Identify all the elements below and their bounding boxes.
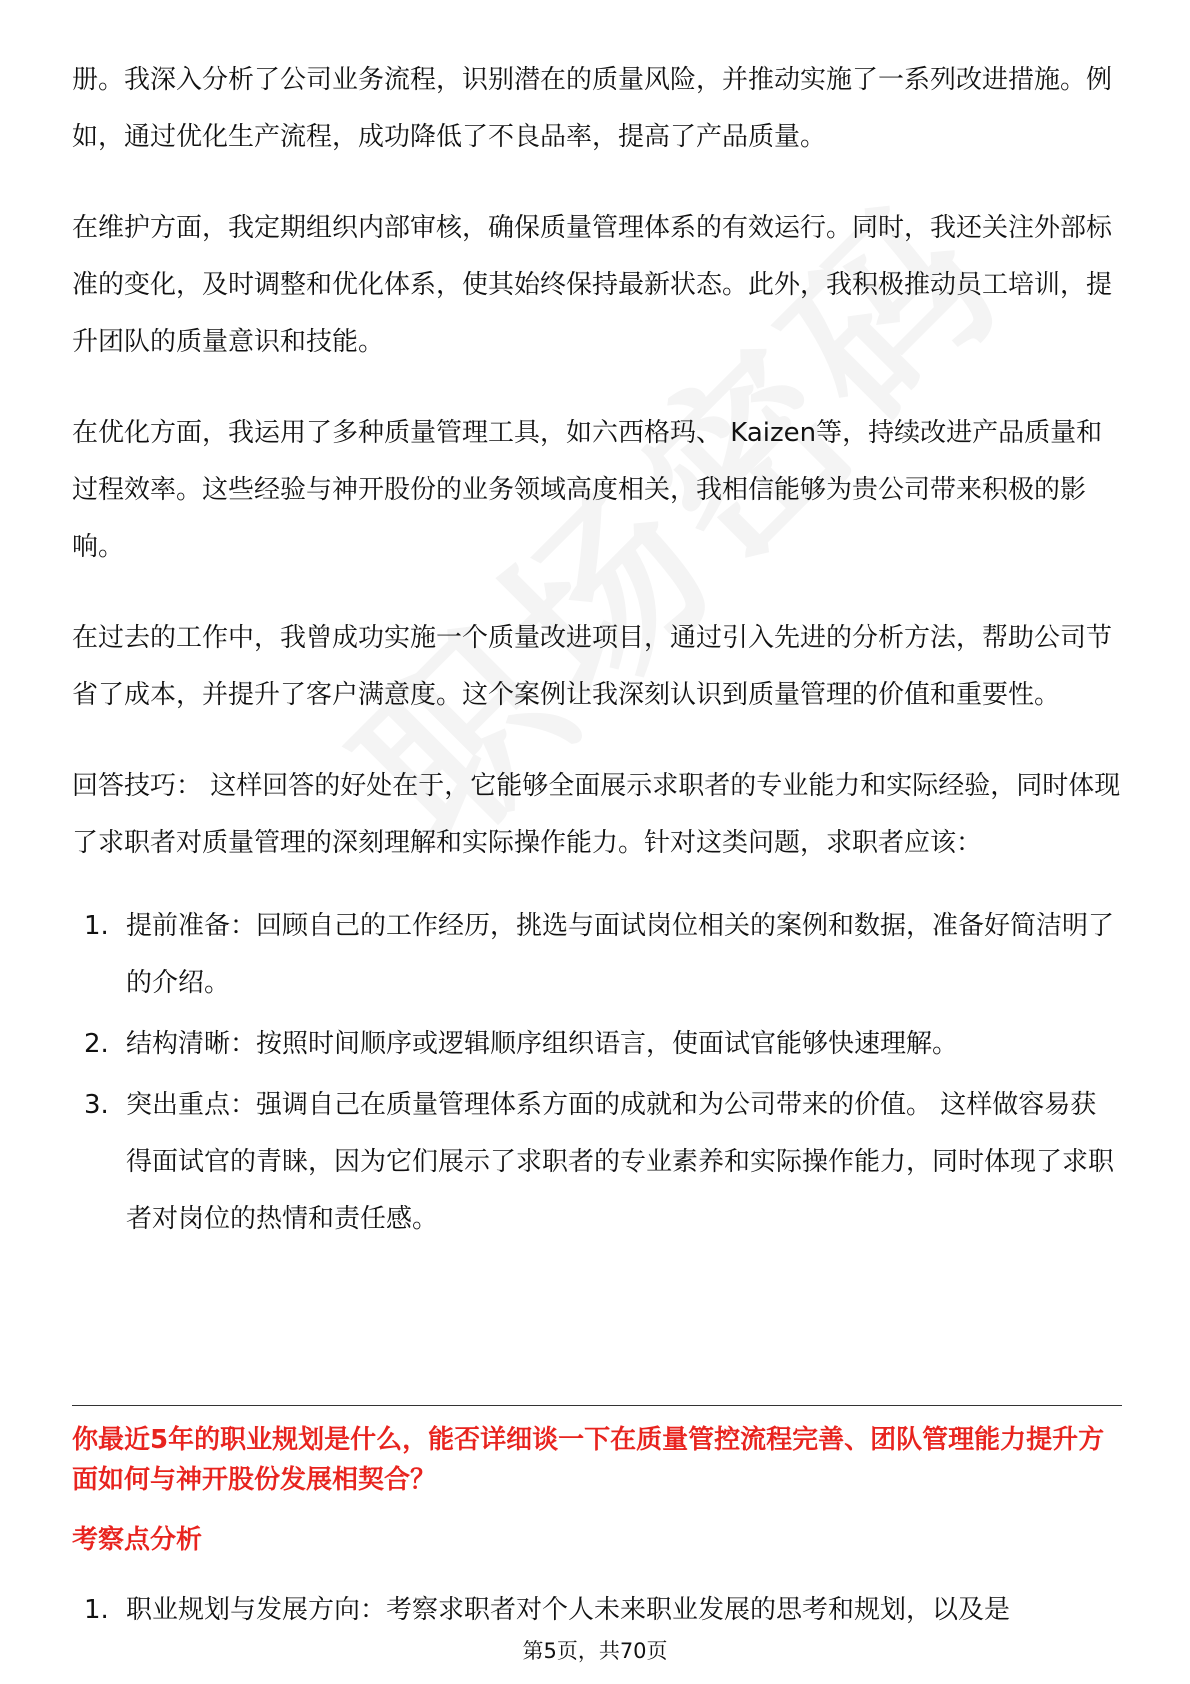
list-number: 2.: [84, 1029, 109, 1059]
list-item: [72, 1016, 1122, 1073]
question-heading: 你最近5年的职业规划是什么，能否详细谈一下在质量管控流程完善、团队管理能力提升方面如何与神开股份发展相契合？: [72, 1425, 1105, 1495]
page-footer: 第5页，共70页: [522, 1639, 668, 1663]
list-number: 3.: [84, 1090, 109, 1120]
list-item-text: 突出重点：强调自己在质量管理体系方面的成就和为公司带来的价值。 这样做容易获得面试官的青睐，因为它们展示了求职者的专业素养和实际操作能力，同时体现了求职者对岗位的热情和责任感。: [126, 1090, 1115, 1234]
tips-list: [72, 898, 1122, 1248]
list-item-text: 提前准备：回顾自己的工作经历，挑选与面试岗位相关的案例和数据，准备好简洁明了的介绍。: [126, 911, 1115, 998]
paragraph: 在优化方面，我运用了多种质量管理工具，如六西格玛、 Kaizen等，持续改进产品质量和过程效率。这些经验与神开股份的业务领域高度相关，我相信能够为贵公司带来积极的影响。: [72, 418, 1103, 562]
analysis-list: [72, 1588, 1122, 1632]
paragraph-answer-tips: 回答技巧： 这样回答的好处在于，它能够全面展示求职者的专业能力和实际经验，同时体现了求职者对质量管理的深刻理解和实际操作能力。针对这类问题，求职者应该：: [72, 771, 1121, 858]
answer-content: [72, 52, 1122, 1252]
paragraph: 册。我深入分析了公司业务流程，识别潜在的质量风险，并推动实施了一系列改进措施。例如，通过优化生产流程，成功降低了不良品率，提高了产品质量。: [72, 65, 1113, 152]
list-item: [72, 1588, 1122, 1632]
list-item-text: 职业规划与发展方向：考察求职者对个人未来职业发展的思考和规划，以及是: [126, 1595, 1011, 1625]
list-item: [72, 898, 1122, 1012]
list-number: 1.: [84, 1595, 109, 1625]
paragraph: 在过去的工作中，我曾成功实施一个质量改进项目，通过引入先进的分析方法，帮助公司节省了成本，并提升了客户满意度。这个案例让我深刻认识到质量管理的价值和重要性。: [72, 623, 1113, 710]
section-heading: 考察点分析: [72, 1525, 203, 1555]
list-item: [72, 1077, 1122, 1248]
paragraph: 在维护方面，我定期组织内部审核，确保质量管理体系的有效运行。同时，我还关注外部标准的变化，及时调整和优化体系，使其始终保持最新状态。此外，我积极推动员工培训，提升团队的质量意识和技能。: [72, 213, 1113, 357]
section-divider: [72, 1405, 1122, 1406]
list-number: 1.: [84, 911, 109, 941]
list-item-text: 结构清晰：按照时间顺序或逻辑顺序组织语言，使面试官能够快速理解。: [126, 1029, 959, 1059]
